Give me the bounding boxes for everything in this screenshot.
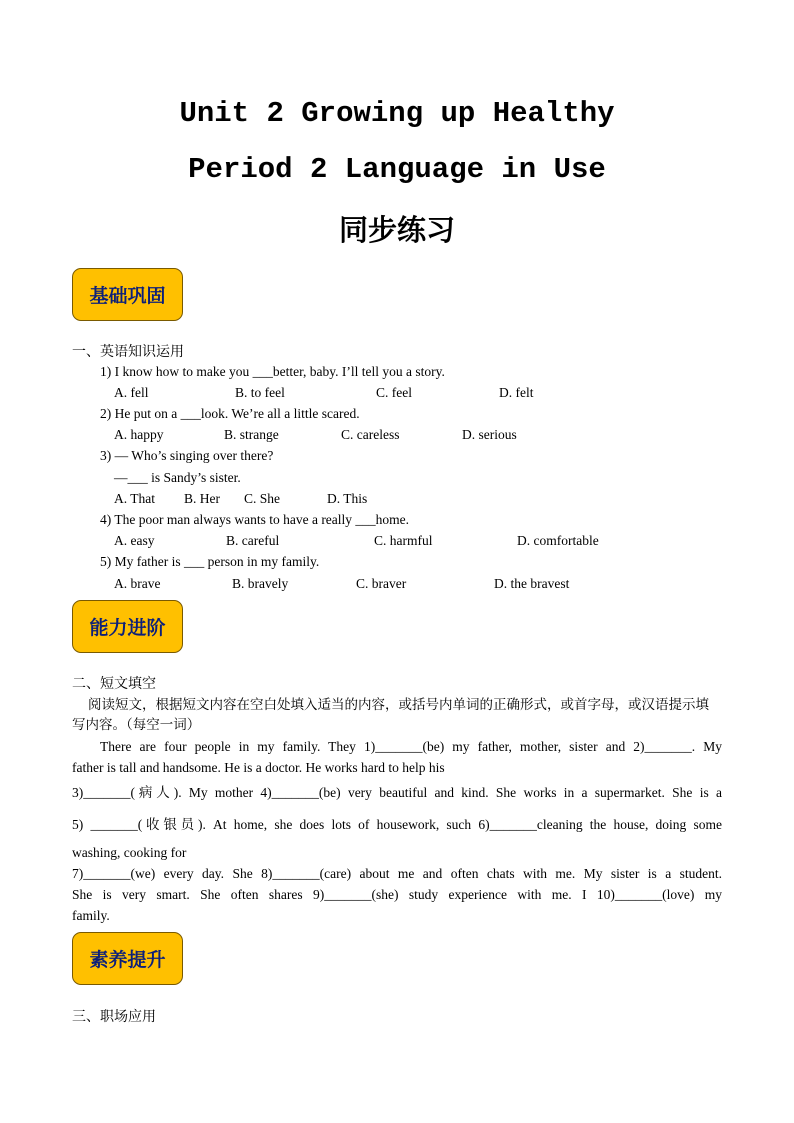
- q5-option-c: C. braver: [356, 576, 407, 591]
- title-unit: Unit 2 Growing up Healthy: [179, 97, 615, 130]
- q2-option-a: A. happy: [114, 427, 164, 442]
- question-4-stem: 4) The poor man always wants to have a really ___home.: [100, 512, 410, 527]
- q1-option-c: C. feel: [376, 385, 412, 400]
- badge-basic: 基础巩固: [72, 268, 183, 321]
- passage-line-6: 7)_______(we) every day. She 8)_______(care) about me and often chats with me. My sister is a student.: [72, 866, 722, 881]
- q1-option-b: B. to feel: [235, 385, 285, 400]
- question-3-stem-answer: —___ is Sandy’s sister.: [114, 470, 241, 485]
- passage-line-2: father is tall and handsome. He is a doctor. He works hard to help his: [72, 760, 445, 775]
- section2-instruction: 阅读短文，根据短文内容在空白处填入适当的内容，或括号内单词的正确形式，或首字母，或汉语提示填写内容。（每空一词）: [72, 697, 709, 733]
- passage-line-7: She is very smart. She often shares 9)_______(she) study experience with me. I 10)_______(love) my: [72, 887, 722, 902]
- badge-improve: 素养提升: [72, 932, 183, 985]
- question-5-stem: 5) My father is ___ person in my family.: [100, 554, 320, 569]
- question-2-stem: 2) He put on a ___look. We’re all a little scared.: [100, 406, 360, 421]
- q2-option-d: D. serious: [462, 427, 517, 442]
- title-period: Period 2 Language in Use: [188, 153, 606, 186]
- q5-option-a: A. brave: [114, 576, 161, 591]
- q5-option-b: B. bravely: [232, 576, 289, 591]
- q1-option-d: D. felt: [499, 385, 534, 400]
- q3-option-b: B. Her: [184, 491, 220, 506]
- passage-line-8: family.: [72, 908, 110, 923]
- q4-option-d: D. comfortable: [517, 533, 599, 548]
- q3-option-c: C. She: [244, 491, 281, 506]
- passage-line-3: 3)_______(病人). My mother 4)_______(be) very beautiful and kind. She works in a supermarket. She is a: [72, 785, 722, 800]
- question-1-stem: 1) I know how to make you ___better, baby. I’ll tell you a story.: [100, 364, 445, 379]
- q2-option-b: B. strange: [224, 427, 279, 442]
- q1-option-a: A. fell: [114, 385, 149, 400]
- badge-advance: 能力进阶: [72, 600, 183, 653]
- q2-option-c: C. careless: [341, 427, 400, 442]
- section1-title: 一、英语知识运用: [72, 344, 184, 360]
- passage-line-1: There are four people in my family. They 1)_______(be) my father, mother, sister and 2)_______. My: [100, 739, 722, 754]
- q4-option-a: A. easy: [114, 533, 155, 548]
- passage-line-5: washing, cooking for: [72, 845, 187, 860]
- q5-option-d: D. the bravest: [494, 576, 570, 591]
- q4-option-c: C. harmful: [374, 533, 433, 548]
- q3-option-a: A. That: [114, 491, 155, 506]
- question-3-stem: 3) — Who’s singing over there?: [100, 448, 274, 463]
- q3-option-d: D. This: [327, 491, 368, 506]
- title-practice: 同步练习: [338, 213, 455, 247]
- section2-title: 二、短文填空: [72, 676, 156, 692]
- q4-option-b: B. careful: [226, 533, 280, 548]
- section3-title: 三、职场应用: [72, 1009, 156, 1025]
- passage-line-4: 5) _______(收银员). At home, she does lots of housework, such 6)_______cleaning the house, doing some: [72, 817, 722, 832]
